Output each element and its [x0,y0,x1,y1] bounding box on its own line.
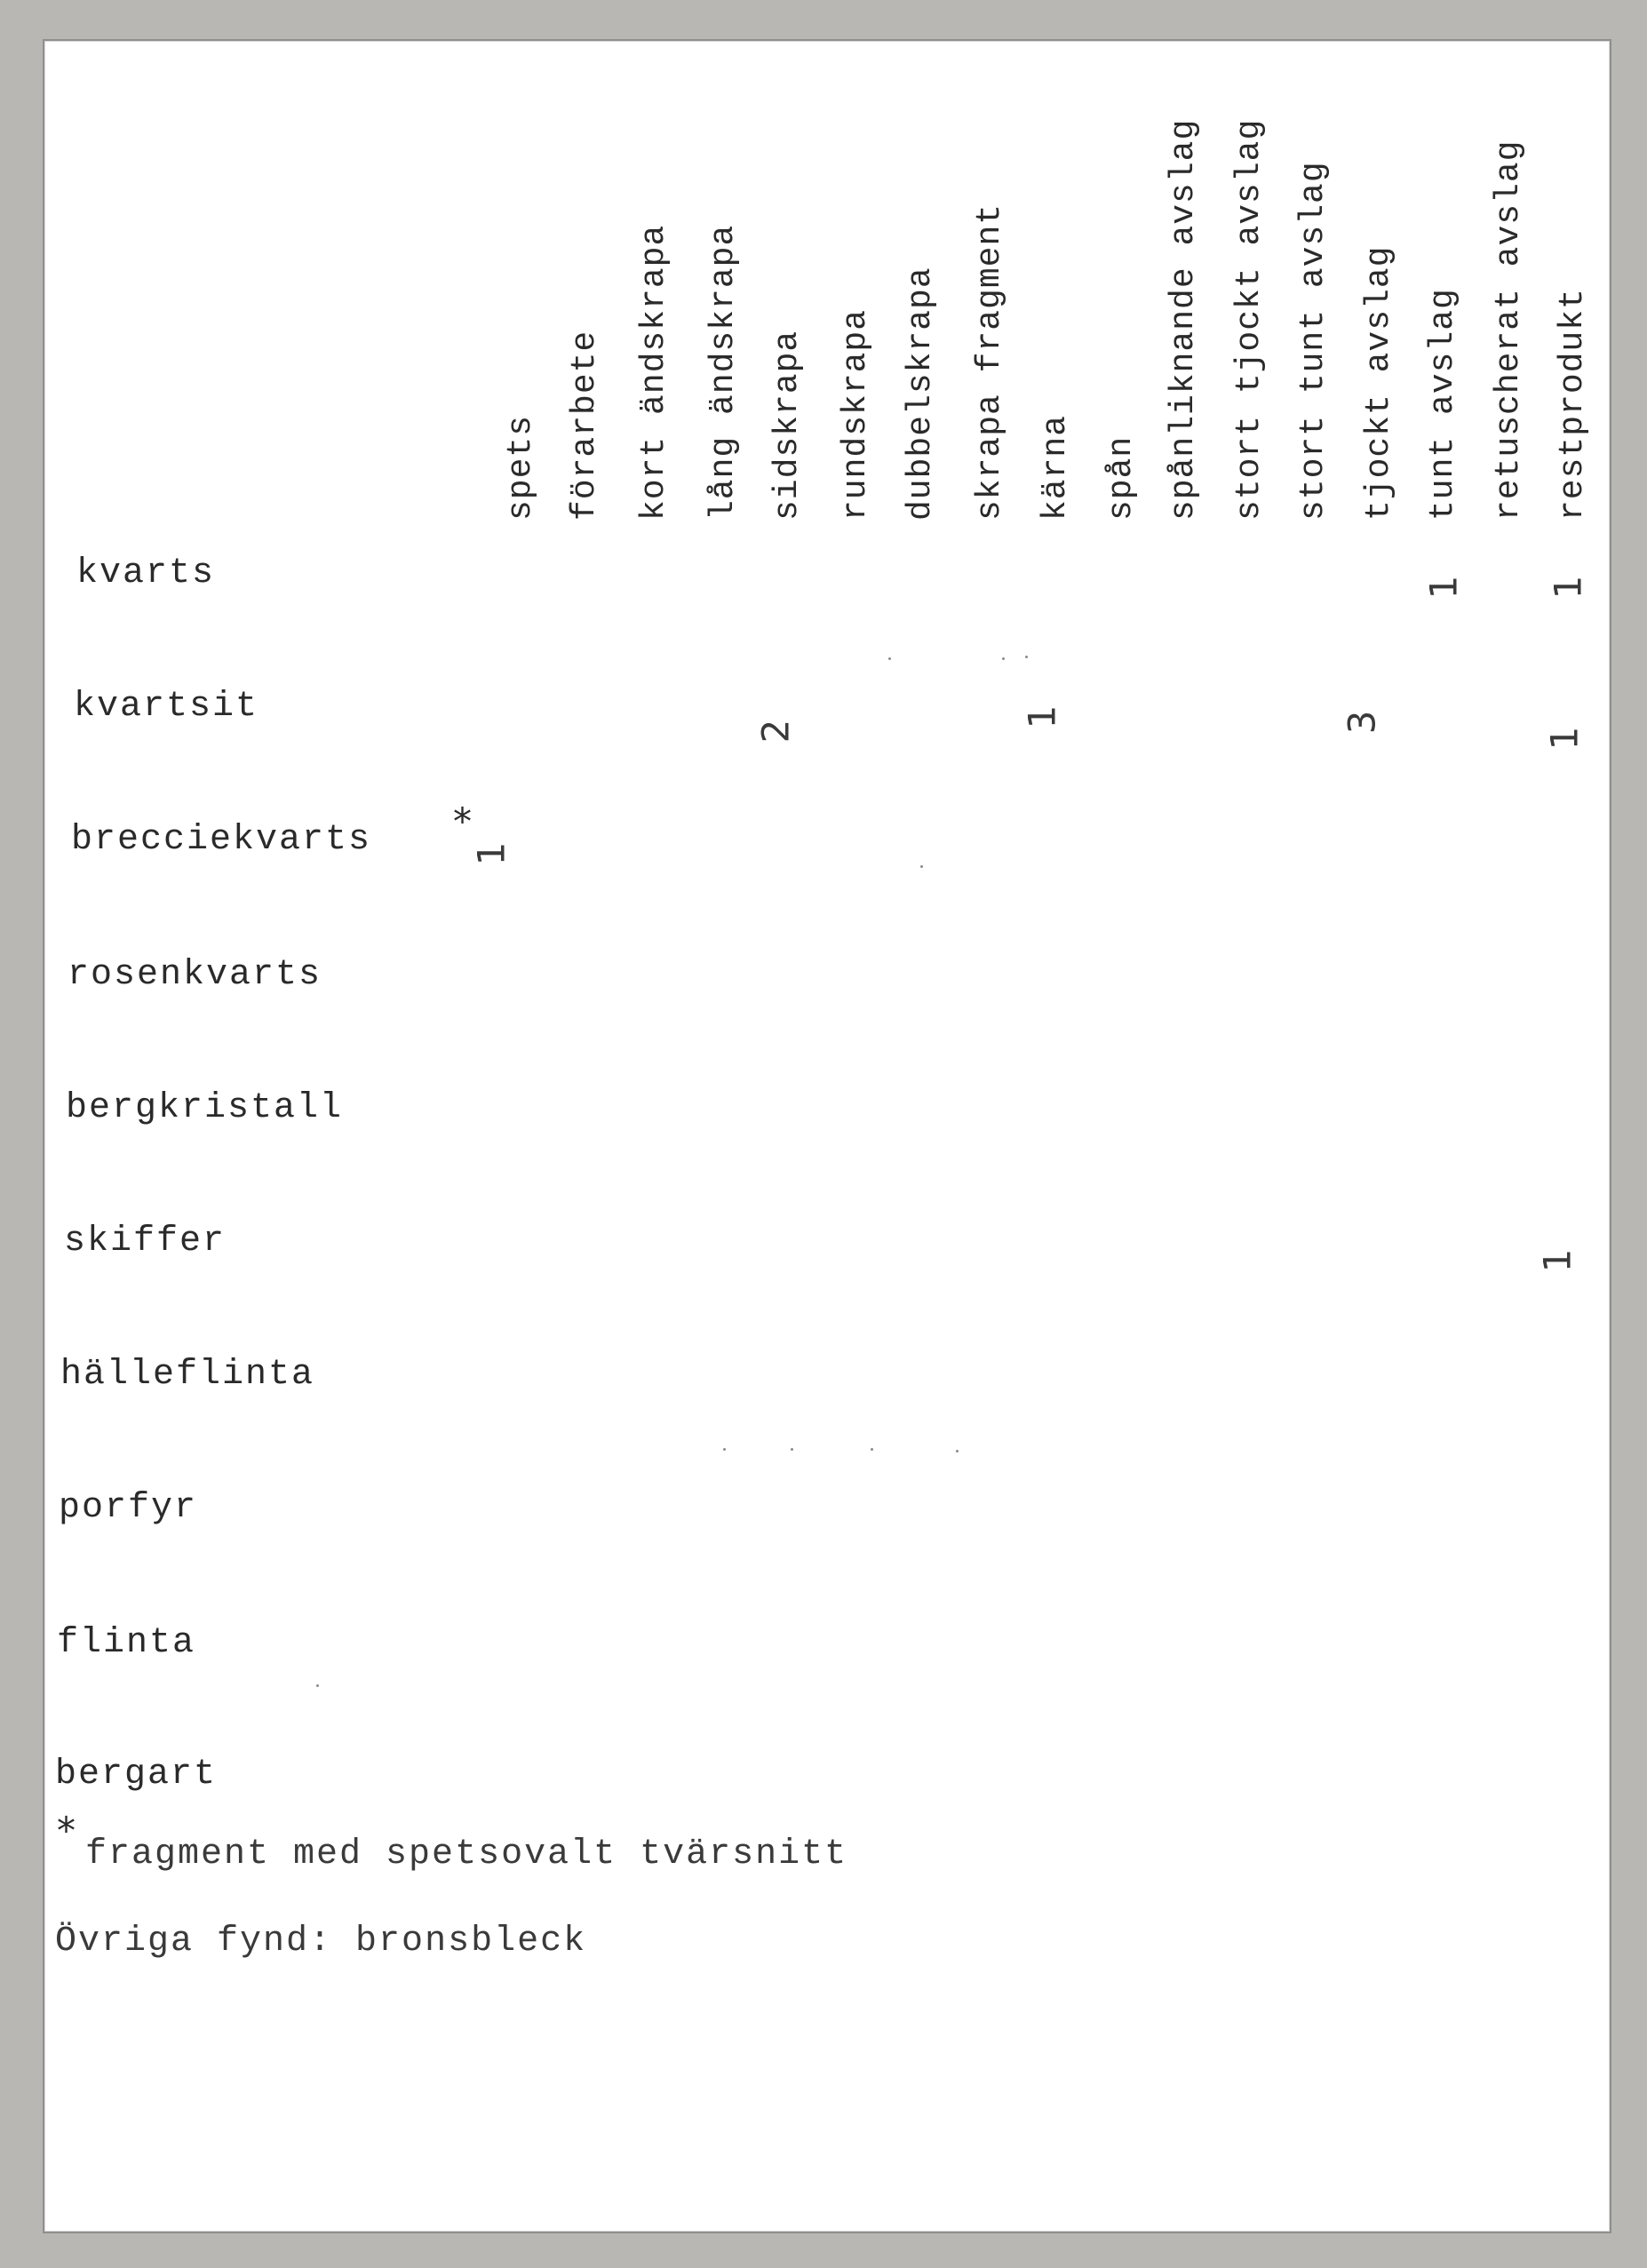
scan-speck [723,1448,726,1451]
scan-speck [920,865,923,868]
column-header-karna: kärna [1037,414,1075,521]
scan-speck [316,1684,319,1687]
column-header-restprodukt: restprodukt [1554,288,1592,521]
column-header-spanliknande-avslag: spånliknande avslag [1165,118,1203,521]
column-header-tjockt-avslag: tjockt avslag [1360,245,1398,521]
column-header-forarbete: förarbete [566,330,604,521]
tally-kvarts-restprodukt: 1 [1546,575,1590,600]
column-header-sidskrapa: sidskrapa [768,330,807,521]
scan-speck [791,1448,793,1451]
row-label-kvarts: kvarts [76,553,216,593]
row-label-skiffer: skiffer [64,1222,227,1261]
tally-brecciekvarts-spets: 1 [469,841,513,866]
other-finds: Övriga fynd: bronsbleck [55,1922,587,1962]
tally-kvartsit-tjockt-avslag: 3 [1340,710,1384,735]
tally-kvartsit-restprodukt: 1 [1542,726,1587,751]
footnote-asterisk-icon: * [57,1809,76,1852]
tally-kvarts-tunt-avslag: 1 [1421,575,1466,600]
column-header-retuscherat-avslag: retuscherat avslag [1490,139,1528,521]
column-header-spets: spets [502,414,540,521]
scan-speck [1025,656,1028,658]
column-header-lang-andskrapa: lång ändskrapa [704,224,743,521]
tally-skiffer-restprodukt: 1 [1535,1248,1579,1273]
row-label-porfyr: porfyr [59,1488,198,1528]
row-label-rosenkvarts: rosenkvarts [68,955,322,995]
spets-asterisk-icon: * [453,800,472,843]
column-header-dubbelskrapa: dubbelskrapa [902,267,940,521]
column-header-rundskrapa: rundskrapa [837,308,875,521]
column-header-stort-tunt-avslag: stort tunt avslag [1294,161,1333,521]
column-header-stort-tjockt-avslag: stort tjockt avslag [1230,118,1269,521]
row-label-halleflinta: hälleflinta [60,1355,315,1395]
row-label-bergkristall: bergkristall [66,1088,344,1128]
row-label-flinta: flinta [57,1623,196,1663]
column-header-tunt-avslag: tunt avslag [1424,288,1462,521]
column-header-skrapa-fragment: skrapa fragment [971,203,1009,521]
scan-speck [888,657,891,660]
footnote-text: fragment med spetsovalt tvärsnitt [85,1834,848,1874]
row-label-kvartsit: kvartsit [74,687,259,727]
tally-kvartsit-sidskrapa: 2 [753,719,798,744]
inventory-card [43,39,1611,2233]
row-label-bergart: bergart [55,1755,218,1795]
column-header-kort-andskrapa: kort ändskrapa [635,224,673,521]
column-header-span: spån [1102,435,1141,521]
row-label-brecciekvarts: brecciekvarts [71,820,372,860]
scan-speck [1002,657,1005,660]
tally-kvartsit-karna: 1 [1020,704,1064,729]
scan-speck [956,1450,959,1452]
scan-speck [871,1448,873,1451]
